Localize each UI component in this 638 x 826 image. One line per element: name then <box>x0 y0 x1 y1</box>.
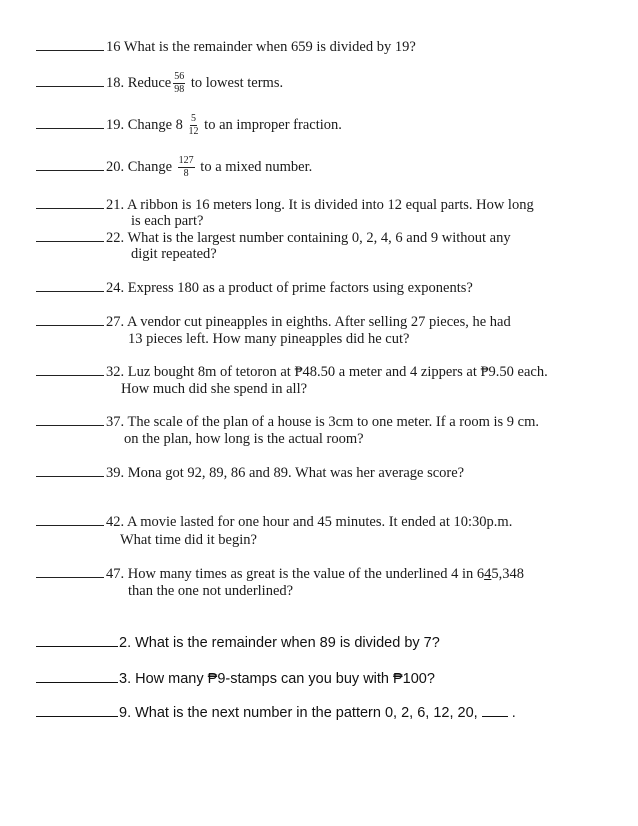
question-21-continuation: is each part? <box>131 213 204 229</box>
question-text: 3. How many ₱9-stamps can you buy with ₱100? <box>119 671 435 687</box>
fraction-denominator: 8 <box>183 168 189 179</box>
pattern-blank[interactable] <box>482 704 508 717</box>
question-text: 24. Express 180 as a product of prime factors using exponents? <box>106 280 473 296</box>
fraction-numerator: 127 <box>178 155 194 166</box>
question-text: 37. The scale of the plan of a house is 3cm to one meter. If a room is 9 cm. <box>106 414 540 430</box>
question-22-continuation: digit repeated? <box>131 246 217 262</box>
answer-blank[interactable] <box>36 670 118 683</box>
question-text: 47. How many times as great is the value of the underlined 4 in 6 <box>106 566 485 582</box>
answer-blank[interactable] <box>36 513 104 526</box>
question-text: 21. A ribbon is 16 meters long. It is divided into 12 equal parts. How long <box>106 197 534 213</box>
question-27 <box>36 313 511 331</box>
answer-blank[interactable] <box>36 116 104 129</box>
question-32-continuation: How much did she spend in all? <box>121 381 308 397</box>
question-27-continuation: 13 pieces left. How many pineapples did he cut? <box>128 331 410 347</box>
question-22 <box>36 229 511 247</box>
question-37 <box>36 413 539 431</box>
question-text: 5,348 <box>491 566 524 582</box>
question-text: . <box>511 705 516 721</box>
fraction <box>173 72 185 95</box>
answer-blank[interactable] <box>36 38 104 51</box>
answer-blank[interactable] <box>36 279 104 292</box>
fraction-numerator: 56 <box>174 71 185 82</box>
fraction-numerator: 5 <box>191 113 197 124</box>
question-19 <box>36 114 342 137</box>
question-text: 39. Mona got 92, 89, 86 and 89. What was her average score? <box>106 465 465 481</box>
answer-blank[interactable] <box>36 413 104 426</box>
question-text: to an improper fraction. <box>204 116 342 133</box>
fraction <box>178 156 195 179</box>
question-text: 32. Luz bought 8m of tetoron at ₱48.50 a meter and 4 zippers at ₱9.50 each. <box>106 364 548 380</box>
fraction-denominator: 98 <box>174 84 185 95</box>
question-32 <box>36 363 548 381</box>
question-47 <box>36 565 524 583</box>
question-text: 18. Reduce <box>106 74 172 91</box>
question-37-continuation: on the plan, how long is the actual room? <box>124 431 364 447</box>
answer-blank[interactable] <box>36 634 118 647</box>
question-42 <box>36 513 512 531</box>
answer-blank[interactable] <box>36 196 104 209</box>
question-text: 42. A movie lasted for one hour and 45 minutes. It ended at 10:30p.m. <box>106 514 513 530</box>
question-42-continuation: What time did it begin? <box>120 532 257 548</box>
answer-blank[interactable] <box>36 565 104 578</box>
question-text: to a mixed number. <box>200 158 313 175</box>
question-text: 16 What is the remainder when 659 is divided by 19? <box>106 39 416 55</box>
question-24 <box>36 279 473 297</box>
question-text: 27. A vendor cut pineapples in eighths. After selling 27 pieces, he had <box>106 314 511 330</box>
answer-blank[interactable] <box>36 363 104 376</box>
question-9 <box>36 704 516 722</box>
question-39 <box>36 464 464 482</box>
question-text: to lowest terms. <box>190 74 284 91</box>
question-2 <box>36 634 440 652</box>
underlined-digit: 4 <box>484 566 492 582</box>
question-text: 22. What is the largest number containing 0, 2, 4, 6 and 9 without any <box>106 230 511 246</box>
answer-blank[interactable] <box>36 229 104 242</box>
question-3 <box>36 670 435 688</box>
question-20 <box>36 156 312 179</box>
fraction <box>189 114 199 137</box>
answer-blank[interactable] <box>36 464 104 477</box>
question-16 <box>36 38 416 56</box>
fraction-denominator: 12 <box>188 126 199 137</box>
question-47-continuation: than the one not underlined? <box>128 583 294 599</box>
question-text: 19. Change 8 <box>106 116 183 133</box>
question-21 <box>36 196 534 214</box>
question-text: 20. Change <box>106 158 173 175</box>
question-text: 2. What is the remainder when 89 is divided by 7? <box>119 635 440 651</box>
answer-blank[interactable] <box>36 158 104 171</box>
question-18 <box>36 72 283 95</box>
answer-blank[interactable] <box>36 74 104 87</box>
answer-blank[interactable] <box>36 313 104 326</box>
answer-blank[interactable] <box>36 704 118 717</box>
question-text: 9. What is the next number in the pattern 0, 2, 6, 12, 20, <box>119 705 478 721</box>
